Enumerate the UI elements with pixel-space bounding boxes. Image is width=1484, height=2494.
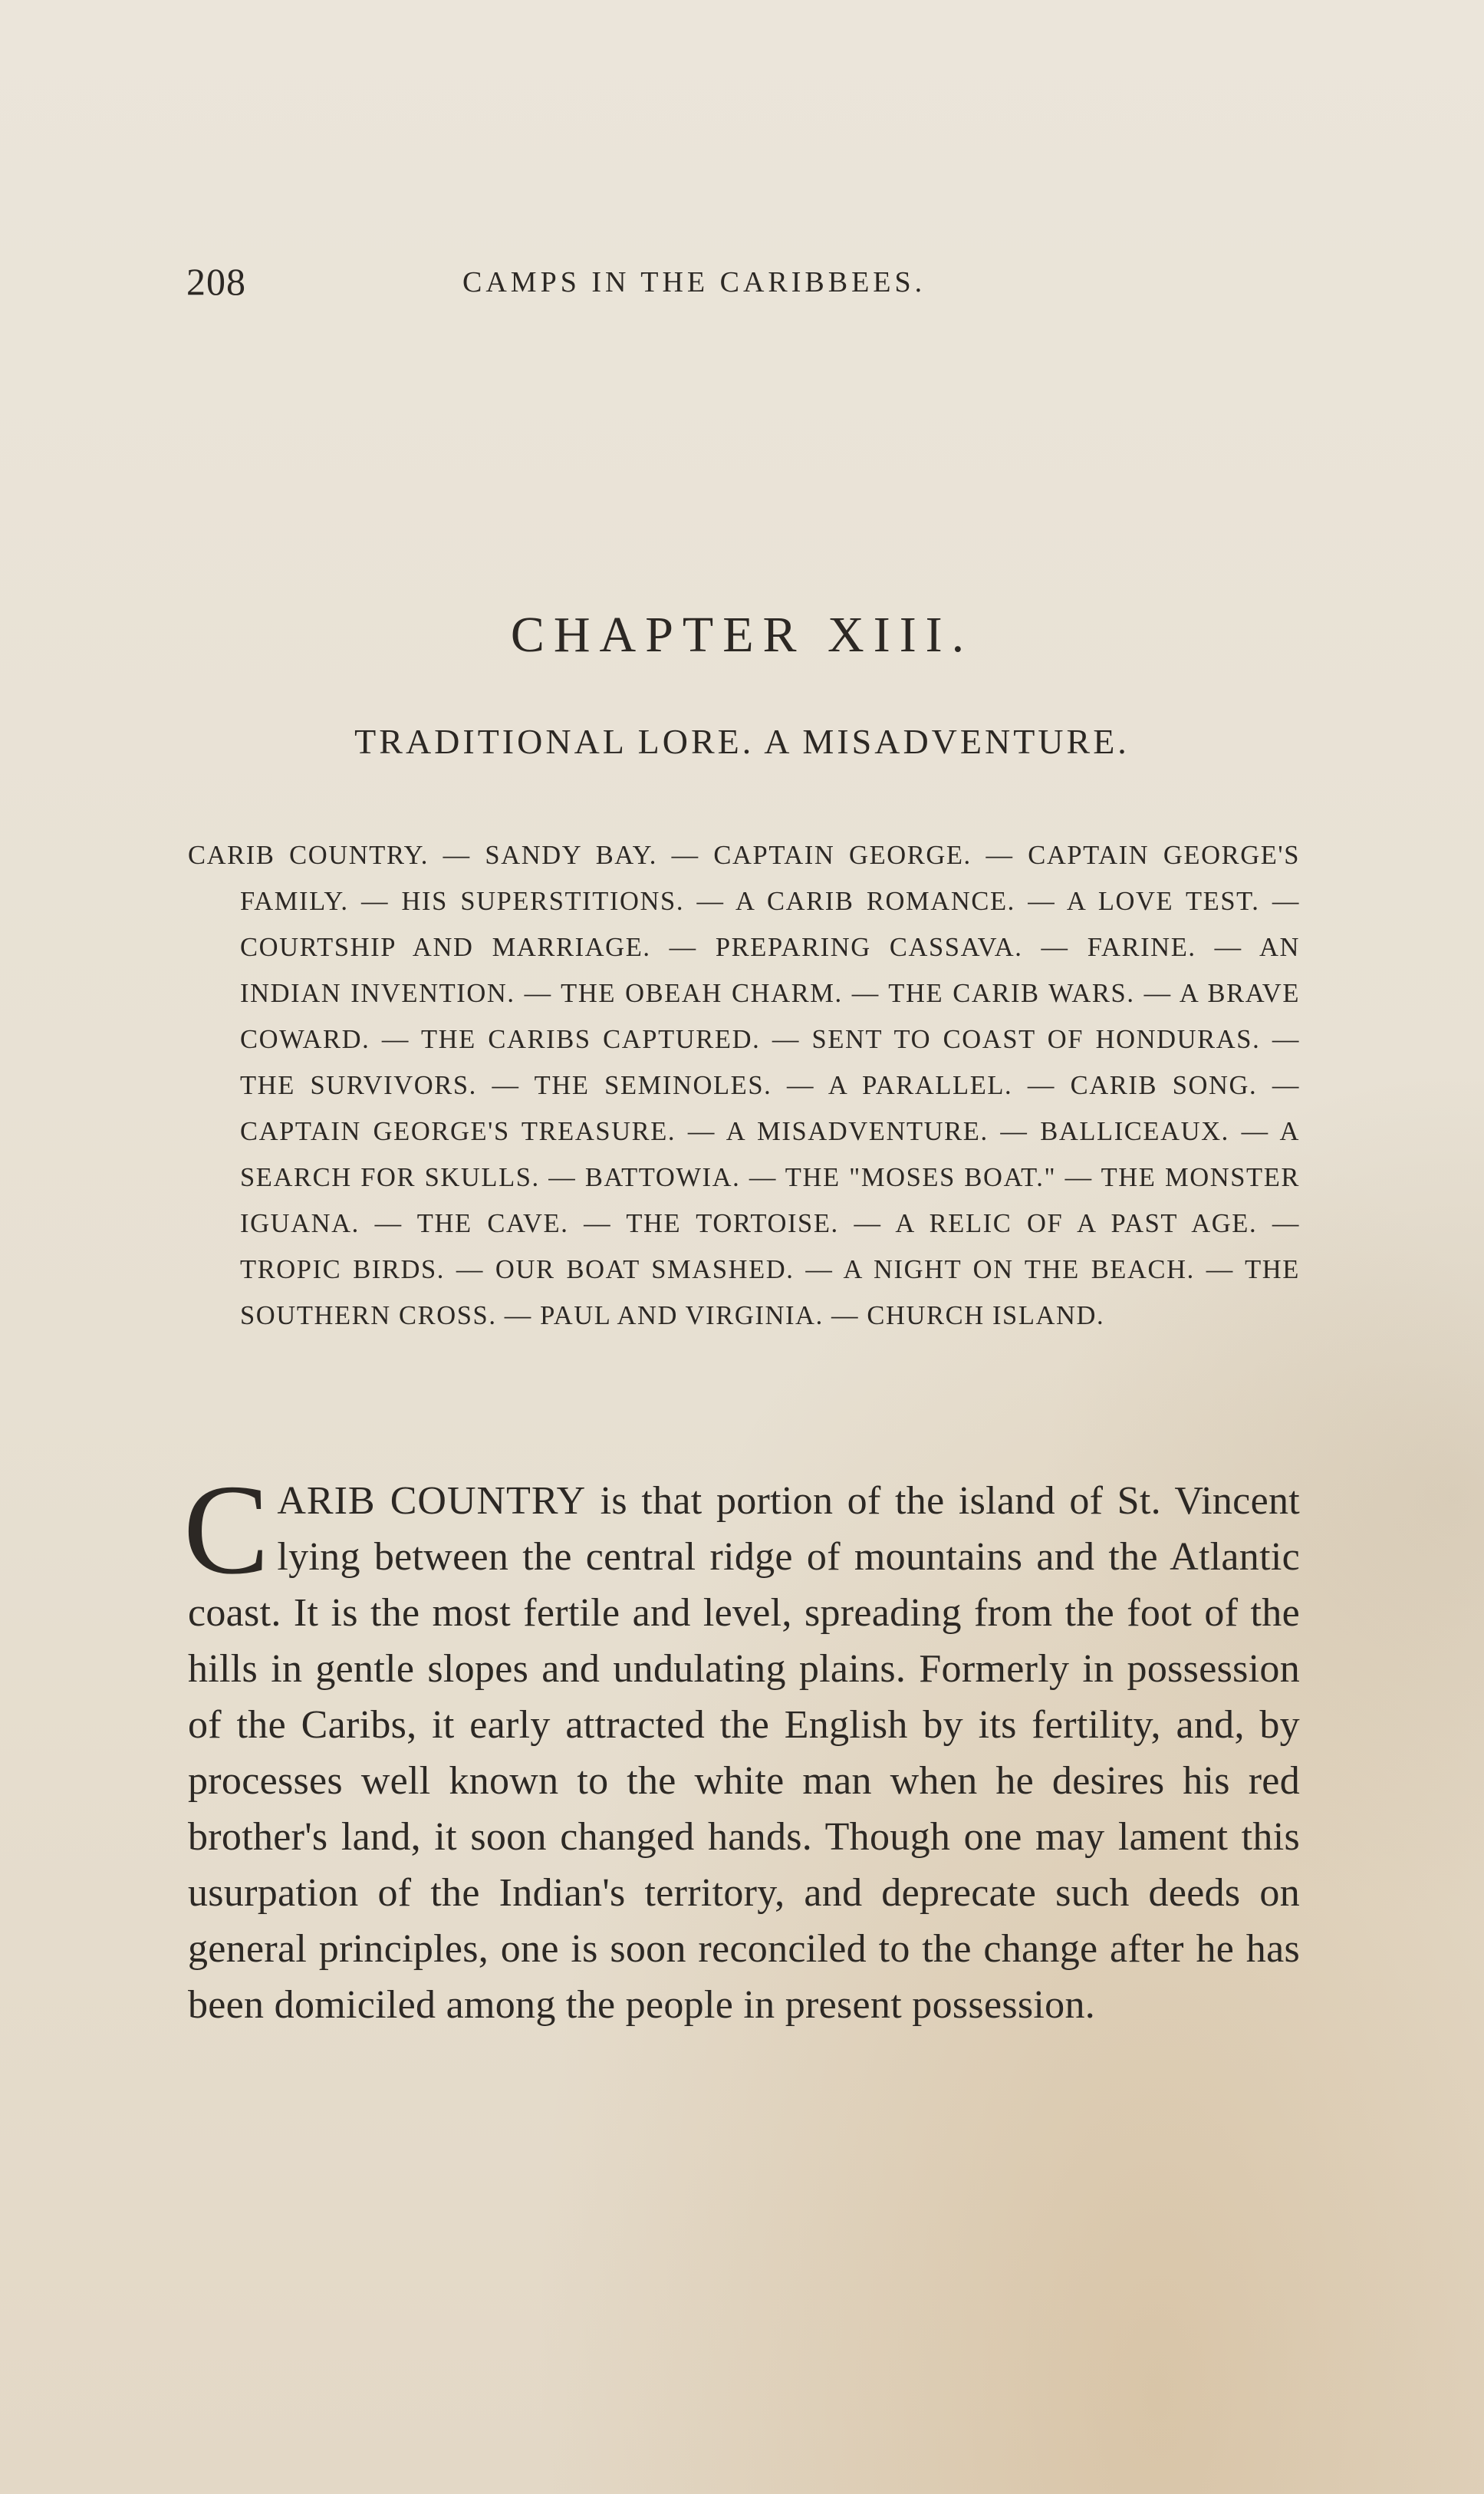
chapter-title: TRADITIONAL LORE. A MISADVENTURE. [354, 722, 1130, 761]
lead-in-caps: ARIB COUNTRY [277, 1479, 587, 1523]
page-number: 208 [186, 260, 246, 303]
running-title: CAMPS IN THE CARIBBEES. [462, 266, 926, 298]
paragraph-text: is that portion of the island of St. Vincent lying between the central ridge of mountains and the Atlantic coast. It is the most fertile and level, spreading from the foot of the hills in gentle slopes and undulating plains. Formerly in possession of the Caribs, it early attracted the English by its fertility, and, by processes well known to the white man when he desires his red brother's land, it soon changed hands. Though one may lament this usurpation of the Indian's territory, and deprecate such deeds on general principles, one is soon reconciled to the change after he has been domiciled among the people in present possession. [188, 1479, 1300, 2027]
contents-text: CARIB COUNTRY. — SANDY BAY. — CAPTAIN GEORGE. — CAPTAIN GEORGE'S FAMILY. — HIS SUPERSTITIONS. — A CARIB ROMANCE. — A LOVE TEST. — COURTSHIP AND MARRIAGE. — PREPARING CASSAVA. — FARINE. — AN INDIAN INVENTION. — THE OBEAH CHARM. — THE CARIB WARS. — A BRAVE COWARD. — THE CARIBS CAPTURED. — SENT TO COAST OF HONDURAS. — THE SURVIVORS. — THE SEMINOLES. — A PARALLEL. — CARIB SONG. — CAPTAIN GEORGE'S TREASURE. — A MISADVENTURE. — BALLICEAUX. — A SEARCH FOR SKULLS. — BATTOWIA. — THE "MOSES BOAT." — THE MONSTER IGUANA. — THE CAVE. — THE TORTOISE. — A RELIC OF A PAST AGE. — TROPIC BIRDS. — OUR BOAT SMASHED. — A NIGHT ON THE BEACH. — THE SOUTHERN CROSS. — PAUL AND VIRGINIA. — CHURCH ISLAND. [188, 841, 1300, 1330]
chapter-contents-summary [188, 832, 1300, 1339]
running-header [186, 259, 1298, 305]
body-paragraph [183, 1458, 1300, 2033]
chapter-number: CHAPTER XIII. [510, 607, 974, 663]
drop-cap: C [183, 1458, 270, 1601]
